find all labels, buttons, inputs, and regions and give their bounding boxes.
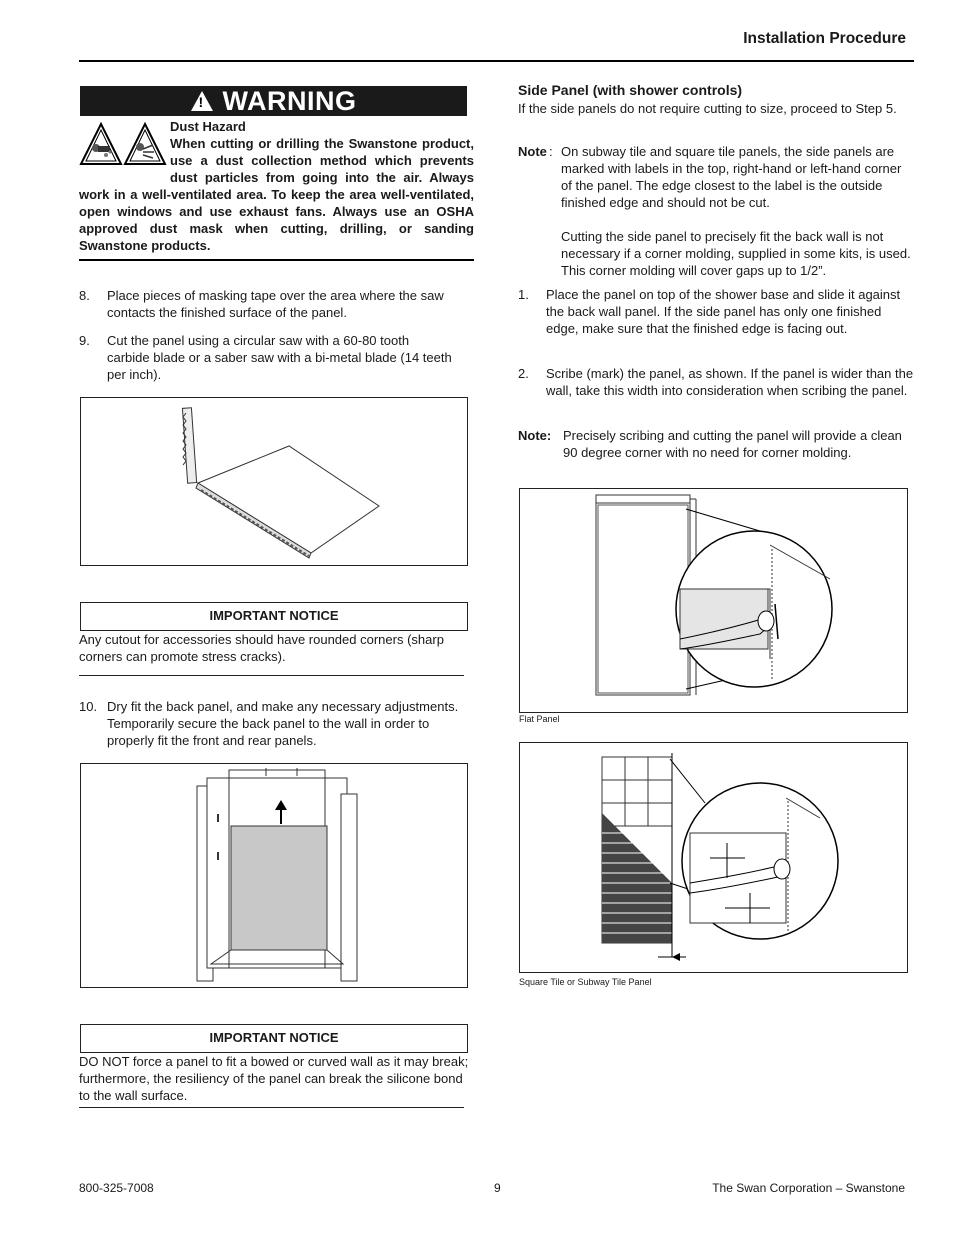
flat-panel-scribe-illustration	[520, 489, 907, 712]
step-number: 9.	[79, 333, 90, 348]
right-step-2	[518, 365, 914, 399]
step-10	[79, 698, 459, 749]
notice-divider	[79, 675, 464, 676]
warning-label: WARNING	[222, 85, 357, 116]
notice-text: Any cutout for accessories should have rounded corners (sharp corners can promote stress cracks).	[79, 632, 444, 664]
saw-panel-illustration	[81, 398, 467, 565]
step-number: 2.	[518, 366, 529, 381]
step-number: 1.	[518, 287, 529, 302]
step-text: Scribe (mark) the panel, as shown. If the panel is wider than the wall, take this width into consideration when scribing the panel.	[546, 366, 914, 398]
step-number: 8.	[79, 288, 90, 303]
note-text-continued: Cutting the side panel to precisely fit the back wall is not necessary if a corner molding, supplied in some kits, is used. This corner molding will cover gaps up to 1/2”.	[561, 229, 911, 278]
important-notice-box: IMPORTANT NOTICE	[80, 602, 468, 631]
hazard-title: Dust Hazard	[170, 119, 246, 134]
important-notice-box: IMPORTANT NOTICE	[80, 1024, 468, 1053]
figure-caption: Square Tile or Subway Tile Panel	[519, 977, 652, 987]
note-1: Note : On subway tile and square tile panels, the side panels are marked with labels in the top, right-hand or left-hand corner of the panel. The edge closest to the label is the outside finished edge and should not be cut. Cutting the side panel to precisely fit the back wall is not necessary if a corner molding, supplied in some kits, is used. This corner molding will cover gaps up to 1/2”.	[518, 143, 914, 279]
shower-enclosure-illustration	[81, 764, 467, 987]
step-text: Place the panel on top of the shower base and slide it against the back wall panel. If the side panel has only one finished edge, make sure that the finished edge is facing out.	[546, 287, 901, 336]
step-8	[79, 287, 454, 321]
note-label: Note:	[518, 428, 552, 443]
footer-page-number: 9	[494, 1181, 501, 1195]
warning-banner	[80, 86, 467, 116]
figure-caption: Flat Panel	[519, 714, 560, 724]
section-heading: Side Panel (with shower controls)	[518, 82, 743, 98]
notice-text: DO NOT force a panel to fit a bowed or curved wall as it may break; furthermore, the resiliency of the panel can break the silicone bond to the wall surface.	[79, 1054, 469, 1103]
warning-divider	[79, 259, 474, 261]
header-divider	[79, 60, 914, 62]
warning-body: When cutting or drilling the Swanstone product, use a dust collection method which prevents dust particles from going into the air. Always work in a well-ventilated area. To keep the area well-ventilated, open windows and use exhaust fans. Always use an OSHA approved dust mask when cutting, drilling, or sanding Swanstone products.	[79, 136, 474, 253]
warning-triangle-icon: !	[191, 91, 213, 111]
tile-panel-figure	[519, 742, 908, 973]
page-header-title: Installation Procedure	[743, 30, 906, 47]
step-text: Place pieces of masking tape over the area where the saw contacts the finished surface of the panel.	[107, 288, 444, 320]
warning-text-block	[79, 118, 474, 254]
notice-divider	[79, 1107, 464, 1108]
back-panel-figure	[80, 763, 468, 988]
footer-company: The Swan Corporation – Swanstone	[712, 1181, 905, 1195]
note-label: Note	[518, 144, 547, 159]
step-text: Dry fit the back panel, and make any necessary adjustments. Temporarily secure the back panel to the wall in order to properly fit the front and rear panels.	[107, 699, 459, 748]
section-intro: If the side panels do not require cutting to size, proceed to Step 5.	[518, 101, 897, 116]
note-text: On subway tile and square tile panels, the side panels are marked with labels in the top, right-hand or left-hand corner of the panel. The edge closest to the label is the outside finished edge and should not be cut.	[561, 144, 902, 210]
dust-hazard-icon	[79, 122, 167, 170]
step-text: Cut the panel using a circular saw with a 60-80 tooth carbide blade or a saber saw with a bi-metal blade (14 teeth per inch).	[107, 333, 452, 382]
note-2	[518, 427, 914, 461]
note-text: Precisely scribing and cutting the panel will provide a clean 90 degree corner with no need for corner molding.	[563, 428, 902, 460]
flat-panel-figure	[519, 488, 908, 713]
footer-phone: 800-325-7008	[79, 1181, 154, 1195]
right-step-1	[518, 286, 914, 337]
tile-panel-scribe-illustration	[520, 743, 907, 972]
step-9	[79, 332, 454, 383]
step-number: 10.	[79, 699, 98, 714]
saw-cutting-figure	[80, 397, 468, 566]
